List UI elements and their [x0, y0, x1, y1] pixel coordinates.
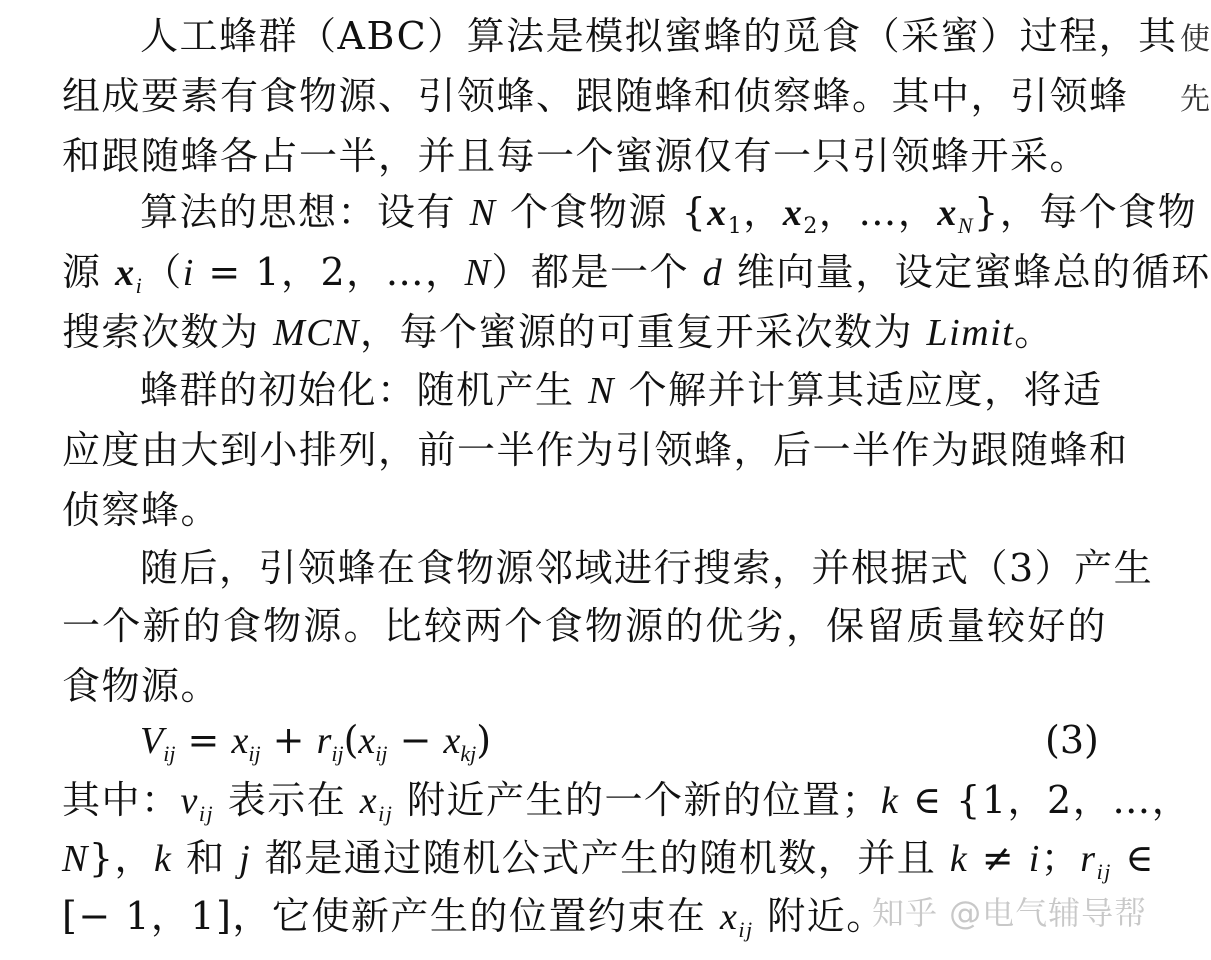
- p4-line-2: 一个新的食物源。比较两个食物源的优劣，保留质量较好的: [62, 604, 1107, 648]
- p1-line-3: 和跟随蜂各占一半，并且每一个蜜源仅有一只引领蜂开采。: [62, 134, 1090, 178]
- p1-line-2: 组成要素有食物源、引领蜂、跟随蜂和侦察蜂。其中，引领蜂: [62, 74, 1129, 118]
- edge-char-2: 先: [1180, 82, 1210, 117]
- equation-3: $V_{ij} = x_{ij} + r_{ij}(x_{ij} - x_{kj})$: [140, 718, 492, 766]
- post-eq-line-1: 其中：$v_{ij}$ 表示在 $x_{ij}$ 附近产生的一个新的位置；k ∈ {1，2，…，: [62, 778, 1192, 826]
- p3-line-2: 应度由大到小排列，前一半作为引领蜂，后一半作为跟随蜂和: [62, 428, 1129, 472]
- p3-line-1: 蜂群的初始化：随机产生 N 个解并计算其适应度，将适: [140, 368, 1103, 412]
- p2-line-2: 源 $x_i(i = 1$，2，…，N）都是一个 d 维向量，设定蜜蜂总的循环: [62, 250, 1211, 298]
- p1-line-1: 人工蜂群（ABC）算法是模拟蜜蜂的觅食（采蜜）过程，其: [140, 14, 1178, 58]
- p4-line-1: 随后，引领蜂在食物源邻域进行搜索，并根据式（3）产生: [140, 546, 1154, 590]
- p4-line-3: 食物源。: [62, 664, 221, 708]
- post-eq-line-3: [− 1，1]，它使新产生的位置约束在 $x_{ij}$ 附近。: [62, 894, 886, 942]
- p2-line-3: 搜索次数为 MCN，每个蜜源的可重复开采次数为 Limit。: [62, 310, 1054, 354]
- post-eq-line-2: N}，k 和 j 都是通过随机公式产生的随机数，并且 k ≠ i；$r_{ij}$ ∈: [62, 836, 1156, 884]
- edge-char-1: 使: [1180, 22, 1210, 57]
- equation-number: (3): [1045, 718, 1099, 762]
- p3-line-3: 侦察蜂。: [62, 488, 221, 532]
- p2-line-1: 算法的思想：设有 N 个食物源 {$x_1$，$x_2$，…，$x_N$}，每个食物: [140, 190, 1198, 239]
- zhihu-watermark: 知乎 @电气辅导帮: [872, 894, 1148, 932]
